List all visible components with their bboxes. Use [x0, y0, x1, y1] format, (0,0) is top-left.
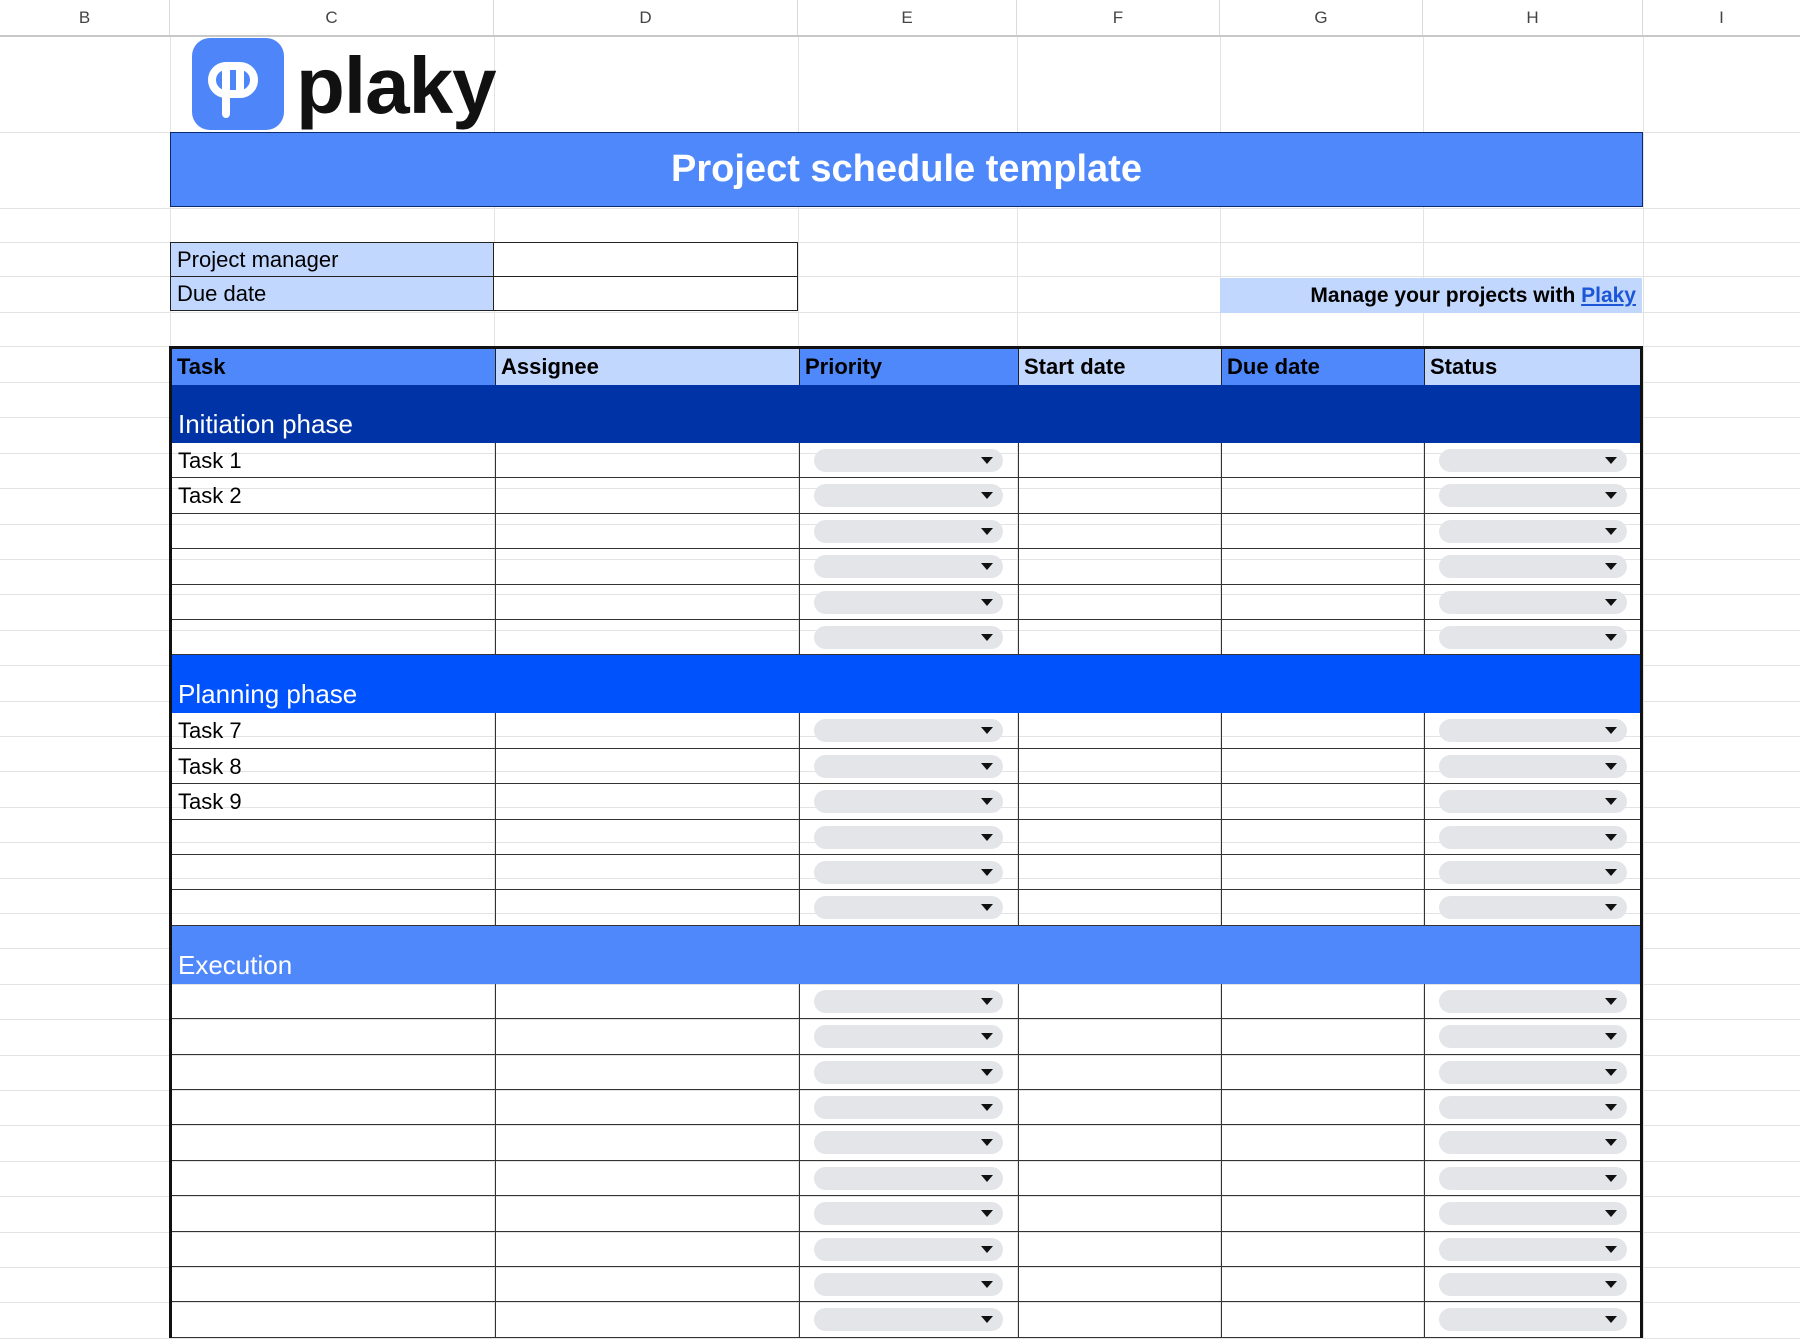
task-cell[interactable]	[172, 1196, 496, 1230]
start-date-cell[interactable]	[1019, 984, 1222, 1018]
status-dropdown[interactable]	[1439, 896, 1627, 919]
priority-cell[interactable]	[800, 984, 1019, 1018]
status-dropdown[interactable]	[1439, 1167, 1627, 1190]
status-cell[interactable]	[1425, 443, 1640, 477]
task-cell[interactable]	[172, 1232, 496, 1266]
task-cell[interactable]	[172, 620, 496, 654]
assignee-cell[interactable]	[496, 784, 800, 818]
assignee-cell[interactable]	[496, 890, 800, 924]
header-task: Task	[172, 349, 496, 385]
status-dropdown[interactable]	[1439, 1096, 1627, 1119]
priority-cell[interactable]	[800, 855, 1019, 889]
chevron-down-icon	[1605, 492, 1617, 499]
chevron-down-icon	[981, 528, 993, 535]
chevron-down-icon	[1605, 998, 1617, 1005]
table-row	[172, 1232, 1640, 1267]
table-row	[172, 478, 1640, 513]
priority-dropdown[interactable]	[814, 1096, 1003, 1119]
task-cell[interactable]	[172, 1161, 496, 1195]
start-date-cell[interactable]	[1019, 620, 1222, 654]
status-dropdown[interactable]	[1439, 790, 1627, 813]
priority-cell[interactable]	[800, 1161, 1019, 1195]
priority-cell[interactable]	[800, 784, 1019, 818]
assignee-cell[interactable]	[496, 478, 800, 512]
status-dropdown[interactable]	[1439, 1238, 1627, 1261]
start-date-cell[interactable]	[1019, 514, 1222, 548]
header-priority: Priority	[800, 349, 1019, 385]
due-date-cell[interactable]	[1222, 1125, 1425, 1159]
project-manager-field[interactable]	[493, 242, 798, 277]
header-status: Status	[1425, 349, 1640, 385]
task-cell[interactable]: Task 8	[172, 749, 496, 783]
start-date-cell[interactable]	[1019, 1232, 1222, 1266]
chevron-down-icon	[1605, 634, 1617, 641]
assignee-cell[interactable]	[496, 984, 800, 1018]
chevron-down-icon	[981, 492, 993, 499]
column-header-g[interactable]: G	[1220, 0, 1423, 35]
priority-dropdown[interactable]	[814, 555, 1003, 578]
status-dropdown[interactable]	[1439, 484, 1627, 507]
priority-dropdown[interactable]	[814, 861, 1003, 884]
task-cell[interactable]	[172, 1090, 496, 1124]
status-cell[interactable]	[1425, 784, 1640, 818]
task-cell[interactable]	[172, 890, 496, 924]
header-due-date: Due date	[1222, 349, 1425, 385]
priority-cell[interactable]	[800, 585, 1019, 619]
status-dropdown[interactable]	[1439, 626, 1627, 649]
status-dropdown[interactable]	[1439, 1202, 1627, 1225]
priority-dropdown[interactable]	[814, 626, 1003, 649]
assignee-cell[interactable]	[496, 585, 800, 619]
task-cell[interactable]	[172, 514, 496, 548]
chevron-down-icon	[981, 998, 993, 1005]
priority-dropdown[interactable]	[814, 826, 1003, 849]
status-cell[interactable]	[1425, 890, 1640, 924]
table-row	[172, 1055, 1640, 1090]
chevron-down-icon	[981, 1246, 993, 1253]
priority-cell[interactable]	[800, 820, 1019, 854]
status-cell[interactable]	[1425, 713, 1640, 747]
status-dropdown[interactable]	[1439, 449, 1627, 472]
status-dropdown[interactable]	[1439, 1308, 1627, 1331]
task-cell[interactable]: Task 7	[172, 713, 496, 747]
due-date-cell[interactable]	[1222, 1267, 1425, 1301]
due-date-cell[interactable]	[1222, 443, 1425, 477]
priority-cell[interactable]	[800, 620, 1019, 654]
table-row	[172, 1090, 1640, 1125]
priority-cell[interactable]	[800, 1232, 1019, 1266]
status-cell[interactable]	[1425, 1232, 1640, 1266]
assignee-cell[interactable]	[496, 620, 800, 654]
priority-cell[interactable]	[800, 1019, 1019, 1053]
assignee-cell[interactable]	[496, 1019, 800, 1053]
status-dropdown[interactable]	[1439, 719, 1627, 742]
start-date-cell[interactable]	[1019, 749, 1222, 783]
chevron-down-icon	[1605, 1210, 1617, 1217]
chevron-down-icon	[1605, 1175, 1617, 1182]
priority-dropdown[interactable]	[814, 990, 1003, 1013]
assignee-cell[interactable]	[496, 749, 800, 783]
start-date-cell[interactable]	[1019, 1019, 1222, 1053]
priority-cell[interactable]	[800, 713, 1019, 747]
gridline-horizontal	[0, 208, 1800, 209]
start-date-cell[interactable]	[1019, 784, 1222, 818]
plaky-logo-text: plaky	[296, 41, 496, 130]
priority-cell[interactable]	[800, 514, 1019, 548]
table-row	[172, 784, 1640, 819]
chevron-down-icon	[1605, 1033, 1617, 1040]
status-cell[interactable]	[1425, 984, 1640, 1018]
table-row	[172, 443, 1640, 478]
assignee-cell[interactable]	[496, 855, 800, 889]
status-cell[interactable]	[1425, 514, 1640, 548]
due-date-cell[interactable]	[1222, 855, 1425, 889]
task-cell[interactable]	[172, 984, 496, 1018]
table-row	[172, 549, 1640, 584]
status-cell[interactable]	[1425, 1196, 1640, 1230]
chevron-down-icon	[981, 834, 993, 841]
task-cell[interactable]	[172, 1267, 496, 1301]
priority-cell[interactable]	[800, 1090, 1019, 1124]
due-date-cell[interactable]	[1222, 514, 1425, 548]
assignee-cell[interactable]	[496, 1267, 800, 1301]
assignee-cell[interactable]	[496, 1055, 800, 1089]
table-row	[172, 890, 1640, 925]
status-dropdown[interactable]	[1439, 555, 1627, 578]
chevron-down-icon	[981, 1175, 993, 1182]
chevron-down-icon	[1605, 1104, 1617, 1111]
status-cell[interactable]	[1425, 585, 1640, 619]
table-row	[172, 514, 1640, 549]
priority-dropdown[interactable]	[814, 719, 1003, 742]
assignee-cell[interactable]	[496, 1090, 800, 1124]
due-date-cell[interactable]	[1222, 1019, 1425, 1053]
due-date-cell[interactable]	[1222, 585, 1425, 619]
status-cell[interactable]	[1425, 478, 1640, 512]
assignee-cell[interactable]	[496, 1232, 800, 1266]
due-date-cell[interactable]	[1222, 549, 1425, 583]
phase-header: Initiation phase	[172, 385, 1640, 443]
start-date-cell[interactable]	[1019, 820, 1222, 854]
chevron-down-icon	[1605, 457, 1617, 464]
status-dropdown[interactable]	[1439, 990, 1627, 1013]
chevron-down-icon	[1605, 904, 1617, 911]
status-cell[interactable]	[1425, 1055, 1640, 1089]
status-cell[interactable]	[1425, 1090, 1640, 1124]
assignee-cell[interactable]	[496, 514, 800, 548]
plaky-logo-icon	[192, 38, 284, 130]
chevron-down-icon	[1605, 798, 1617, 805]
chevron-down-icon	[981, 1316, 993, 1323]
chevron-down-icon	[1605, 1069, 1617, 1076]
start-date-cell[interactable]	[1019, 1267, 1222, 1301]
due-date-cell[interactable]	[1222, 784, 1425, 818]
assignee-cell[interactable]	[496, 549, 800, 583]
assignee-cell[interactable]	[496, 820, 800, 854]
due-date-cell[interactable]	[1222, 1055, 1425, 1089]
priority-dropdown[interactable]	[814, 755, 1003, 778]
assignee-cell[interactable]	[496, 1161, 800, 1195]
status-dropdown[interactable]	[1439, 1061, 1627, 1084]
start-date-cell[interactable]	[1019, 549, 1222, 583]
status-cell[interactable]	[1425, 1267, 1640, 1301]
task-cell[interactable]: Task 2	[172, 478, 496, 512]
due-date-cell[interactable]	[1222, 1302, 1425, 1336]
table-row	[172, 585, 1640, 620]
due-date-cell[interactable]	[1222, 478, 1425, 512]
task-cell[interactable]	[172, 855, 496, 889]
start-date-cell[interactable]	[1019, 890, 1222, 924]
priority-cell[interactable]	[800, 749, 1019, 783]
task-cell[interactable]	[172, 1019, 496, 1053]
priority-cell[interactable]	[800, 549, 1019, 583]
page-title: Project schedule template	[170, 132, 1643, 207]
start-date-cell[interactable]	[1019, 1196, 1222, 1230]
priority-cell[interactable]	[800, 1055, 1019, 1089]
priority-dropdown[interactable]	[814, 1167, 1003, 1190]
status-cell[interactable]	[1425, 1019, 1640, 1053]
chevron-down-icon	[981, 1210, 993, 1217]
status-cell[interactable]	[1425, 549, 1640, 583]
task-cell[interactable]	[172, 1125, 496, 1159]
table-row	[172, 620, 1640, 655]
due-date-cell[interactable]	[1222, 1196, 1425, 1230]
priority-dropdown[interactable]	[814, 449, 1003, 472]
column-header-b[interactable]: B	[0, 0, 170, 35]
assignee-cell[interactable]	[496, 443, 800, 477]
table-row	[172, 1019, 1640, 1054]
schedule-table	[169, 346, 1643, 1338]
status-dropdown[interactable]	[1439, 861, 1627, 884]
phase-header: Execution	[172, 926, 1640, 984]
chevron-down-icon	[981, 869, 993, 876]
due-date-cell[interactable]	[1222, 620, 1425, 654]
table-row	[172, 1196, 1640, 1231]
status-dropdown[interactable]	[1439, 520, 1627, 543]
task-cell[interactable]	[172, 1055, 496, 1089]
chevron-down-icon	[1605, 563, 1617, 570]
status-dropdown[interactable]	[1439, 826, 1627, 849]
priority-dropdown[interactable]	[814, 1131, 1003, 1154]
status-dropdown[interactable]	[1439, 1025, 1627, 1048]
start-date-cell[interactable]	[1019, 1090, 1222, 1124]
column-header-c[interactable]: C	[170, 0, 494, 35]
status-dropdown[interactable]	[1439, 1273, 1627, 1296]
due-date-label: Due date	[170, 276, 494, 311]
promo-text: Manage your projects with	[1310, 284, 1582, 307]
due-date-cell[interactable]	[1222, 984, 1425, 1018]
task-cell[interactable]	[172, 549, 496, 583]
assignee-cell[interactable]	[496, 1125, 800, 1159]
assignee-cell[interactable]	[496, 1302, 800, 1336]
chevron-down-icon	[981, 1069, 993, 1076]
task-cell[interactable]	[172, 585, 496, 619]
chevron-down-icon	[981, 457, 993, 464]
status-dropdown[interactable]	[1439, 591, 1627, 614]
priority-cell[interactable]	[800, 1267, 1019, 1301]
priority-cell[interactable]	[800, 890, 1019, 924]
priority-dropdown[interactable]	[814, 896, 1003, 919]
chevron-down-icon	[1605, 1281, 1617, 1288]
status-dropdown[interactable]	[1439, 755, 1627, 778]
column-header-f[interactable]: F	[1017, 0, 1220, 35]
due-date-cell[interactable]	[1222, 749, 1425, 783]
start-date-cell[interactable]	[1019, 1161, 1222, 1195]
table-row	[172, 1125, 1640, 1160]
table-row	[172, 820, 1640, 855]
chevron-down-icon	[981, 1104, 993, 1111]
table-row	[172, 1161, 1640, 1196]
assignee-cell[interactable]	[496, 1196, 800, 1230]
status-cell[interactable]	[1425, 1302, 1640, 1336]
column-header-i[interactable]: I	[1719, 8, 1724, 27]
promo-banner	[1220, 278, 1642, 313]
priority-dropdown[interactable]	[814, 520, 1003, 543]
column-header-bar	[0, 0, 1800, 37]
chevron-down-icon	[1605, 763, 1617, 770]
task-cell[interactable]	[172, 820, 496, 854]
column-header-d[interactable]: D	[494, 0, 798, 35]
start-date-cell[interactable]	[1019, 585, 1222, 619]
plaky-link[interactable]: Plaky	[1581, 284, 1636, 307]
priority-dropdown[interactable]	[814, 1202, 1003, 1225]
task-cell[interactable]	[172, 1302, 496, 1336]
status-cell[interactable]	[1425, 1161, 1640, 1195]
start-date-cell[interactable]	[1019, 1125, 1222, 1159]
status-cell[interactable]	[1425, 820, 1640, 854]
header-start-date: Start date	[1019, 349, 1222, 385]
column-header-h[interactable]: H	[1423, 0, 1643, 35]
column-header-e[interactable]: E	[798, 0, 1017, 35]
table-row	[172, 1267, 1640, 1302]
start-date-cell[interactable]	[1019, 443, 1222, 477]
due-date-cell[interactable]	[1222, 713, 1425, 747]
priority-cell[interactable]	[800, 443, 1019, 477]
priority-dropdown[interactable]	[814, 484, 1003, 507]
table-row	[172, 855, 1640, 890]
priority-dropdown[interactable]	[814, 1061, 1003, 1084]
task-cell[interactable]: Task 1	[172, 443, 496, 477]
start-date-cell[interactable]	[1019, 1055, 1222, 1089]
priority-cell[interactable]	[800, 1302, 1019, 1336]
header-assignee: Assignee	[496, 349, 800, 385]
priority-cell[interactable]	[800, 1196, 1019, 1230]
task-cell[interactable]: Task 9	[172, 784, 496, 818]
chevron-down-icon	[1605, 869, 1617, 876]
priority-cell[interactable]	[800, 478, 1019, 512]
chevron-down-icon	[1605, 1246, 1617, 1253]
priority-dropdown[interactable]	[814, 1273, 1003, 1296]
chevron-down-icon	[981, 798, 993, 805]
chevron-down-icon	[981, 599, 993, 606]
chevron-down-icon	[981, 563, 993, 570]
due-date-cell[interactable]	[1222, 820, 1425, 854]
chevron-down-icon	[1605, 834, 1617, 841]
due-date-cell[interactable]	[1222, 890, 1425, 924]
gridline-vertical	[1643, 37, 1644, 1338]
chevron-down-icon	[981, 904, 993, 911]
status-cell[interactable]	[1425, 855, 1640, 889]
priority-dropdown[interactable]	[814, 790, 1003, 813]
project-manager-label: Project manager	[170, 242, 494, 277]
due-date-cell[interactable]	[1222, 1232, 1425, 1266]
table-row	[172, 713, 1640, 748]
chevron-down-icon	[1605, 1316, 1617, 1323]
table-row	[172, 984, 1640, 1019]
chevron-down-icon	[981, 1139, 993, 1146]
chevron-down-icon	[1605, 599, 1617, 606]
priority-dropdown[interactable]	[814, 1308, 1003, 1331]
priority-dropdown[interactable]	[814, 591, 1003, 614]
priority-dropdown[interactable]	[814, 1238, 1003, 1261]
chevron-down-icon	[1605, 528, 1617, 535]
chevron-down-icon	[1605, 1139, 1617, 1146]
chevron-down-icon	[981, 1281, 993, 1288]
priority-cell[interactable]	[800, 1125, 1019, 1159]
chevron-down-icon	[981, 727, 993, 734]
assignee-cell[interactable]	[496, 713, 800, 747]
status-cell[interactable]	[1425, 1125, 1640, 1159]
start-date-cell[interactable]	[1019, 478, 1222, 512]
chevron-down-icon	[981, 1033, 993, 1040]
priority-dropdown[interactable]	[814, 1025, 1003, 1048]
status-cell[interactable]	[1425, 620, 1640, 654]
status-dropdown[interactable]	[1439, 1131, 1627, 1154]
due-date-cell[interactable]	[1222, 1161, 1425, 1195]
chevron-down-icon	[981, 634, 993, 641]
due-date-cell[interactable]	[1222, 1090, 1425, 1124]
due-date-field[interactable]	[493, 276, 798, 311]
status-cell[interactable]	[1425, 749, 1640, 783]
start-date-cell[interactable]	[1019, 1302, 1222, 1336]
phase-header: Planning phase	[172, 655, 1640, 713]
chevron-down-icon	[981, 763, 993, 770]
start-date-cell[interactable]	[1019, 855, 1222, 889]
table-row	[172, 749, 1640, 784]
chevron-down-icon	[1605, 727, 1617, 734]
table-row	[172, 1302, 1640, 1337]
start-date-cell[interactable]	[1019, 713, 1222, 747]
